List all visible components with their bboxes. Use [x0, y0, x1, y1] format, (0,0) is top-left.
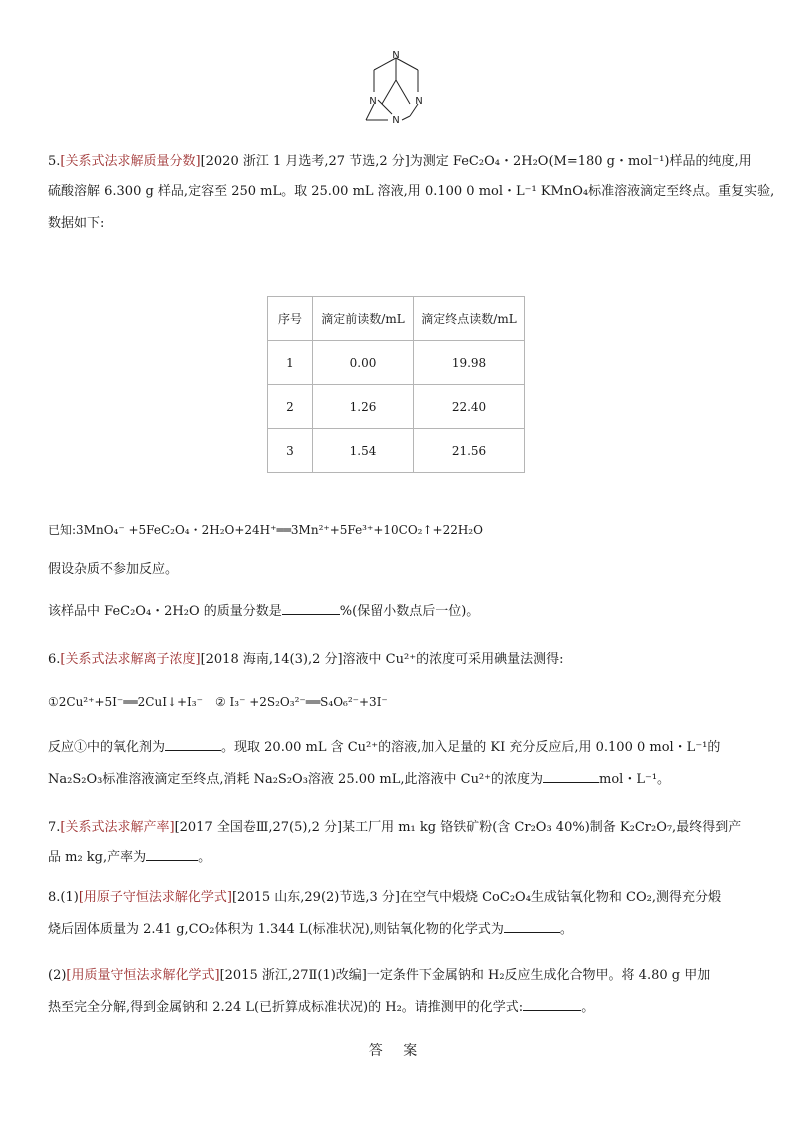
q6-text: 。现取 20.00 mL 含 Cu²⁺的溶液,加入足量的 KI 充分反应后,用 0.100 0 mol・L⁻¹的 [221, 740, 721, 755]
q5-tag: [关系式法求解质量分数] [60, 154, 201, 169]
table-row [268, 341, 525, 385]
q7-number: 7. [48, 820, 61, 835]
atom-n-top: N [392, 50, 400, 61]
table-cell: 1.26 [313, 385, 414, 429]
q7-text: 。 [198, 850, 212, 865]
q8-part2-tag: [用质量守恒法求解化学式] [66, 968, 220, 983]
q8-tag: [用原子守恒法求解化学式] [78, 890, 232, 905]
q8-line2 [48, 916, 754, 944]
q7-text: [2017 全国卷Ⅲ,27(5),2 分]某工厂用 m₁ kg 铬铁矿粉(含 Cr₂O₃ 40%)制备 K₂Cr₂O₇,最终得到产 [174, 820, 742, 835]
table-cell: 2 [268, 385, 313, 429]
table-cell: 19.98 [414, 341, 525, 385]
q7-line2 [48, 844, 754, 872]
q7-tag: [关系式法求解产率] [60, 820, 175, 835]
table-row [268, 429, 525, 473]
q5-question [48, 598, 754, 626]
q8-part2-formula-blank[interactable] [523, 996, 581, 1011]
q6-line3 [48, 734, 754, 762]
q7-line1 [48, 814, 754, 842]
q5-line1 [48, 148, 754, 176]
table-cell: 3 [268, 429, 313, 473]
q6-concentration-blank[interactable] [543, 768, 599, 783]
q5-answer-blank[interactable] [282, 600, 340, 615]
q8-part2-number: (2) [48, 968, 67, 983]
table-header-row [268, 297, 525, 341]
q8-line1 [48, 884, 754, 912]
q8-text: 。 [559, 922, 573, 937]
table-cell: 21.56 [414, 429, 525, 473]
table-cell: 1 [268, 341, 313, 385]
q5-line3: 数据如下: [48, 216, 105, 231]
atom-n-left: N [369, 96, 377, 107]
q8-part2-text: 。 [581, 1000, 595, 1015]
q8-text: [2015 山东,29(2)节选,3 分]在空气中煅烧 CoC₂O₄生成钴氧化物和 CO₂,测得充分煅 [231, 890, 721, 905]
table-cell: 1.54 [313, 429, 414, 473]
table-header: 滴定终点读数/mL [414, 297, 525, 341]
q6-number: 6. [48, 652, 61, 667]
q5-line2: 硫酸溶解 6.300 g 样品,定容至 250 mL。取 25.00 mL 溶液,用 0.100 0 mol・L⁻¹ KMnO₄标准溶液滴定至终点。重复实验, [48, 184, 775, 199]
q5-question-text: 该样品中 FeC₂O₄・2H₂O 的质量分数是 [48, 604, 282, 619]
table-cell: 0.00 [313, 341, 414, 385]
molecule-structure-diagram [352, 48, 440, 132]
q8-part2-line1 [48, 962, 754, 990]
q6-line1 [48, 646, 754, 674]
q5-known-equation: 已知:3MnO₄⁻ +5FeC₂O₄・2H₂O+24H⁺══3Mn²⁺+5Fe³⁺+10CO₂↑+22H₂O [48, 523, 483, 537]
q6-text: Na₂S₂O₃标准溶液滴定至终点,消耗 Na₂S₂O₃溶液 25.00 mL,此溶液中 Cu²⁺的浓度为 [48, 772, 544, 787]
q8-text: 烧后固体质量为 2.41 g,CO₂体积为 1.344 L(标准状况),则钴氧化物的化学式为 [48, 922, 504, 937]
q5-assumption: 假设杂质不参加反应。 [48, 562, 179, 577]
q5-text: [2020 浙江 1 月选考,27 节选,2 分]为测定 FeC₂O₄・2H₂O(M=180 g・mol⁻¹)样品的纯度,用 [200, 154, 752, 169]
table-row [268, 385, 525, 429]
answer-heading: 答 案 [368, 1043, 426, 1059]
atom-n-bottom: N [392, 115, 400, 126]
q6-text: [2018 海南,14(3),2 分]溶液中 Cu²⁺的浓度可采用碘量法测得: [200, 652, 564, 667]
q8-number: 8.(1) [48, 890, 79, 905]
titration-table [267, 296, 525, 473]
q8-formula-blank[interactable] [504, 918, 560, 933]
atom-n-right: N [415, 96, 423, 107]
q8-part2-text: 热至完全分解,得到金属钠和 2.24 L(已折算成标准状况)的 H₂。请推测甲的化学式: [48, 1000, 524, 1015]
q6-text: 反应①中的氧化剂为 [48, 740, 166, 755]
table-header: 滴定前读数/mL [313, 297, 414, 341]
q8-part2-text: [2015 浙江,27Ⅱ(1)改编]一定条件下金属钠和 H₂反应生成化合物甲。将 4.80 g 甲加 [219, 968, 711, 983]
q6-text: mol・L⁻¹。 [599, 772, 671, 787]
q7-text: 品 m₂ kg,产率为 [48, 850, 147, 865]
q5-question-suffix: %(保留小数点后一位)。 [339, 604, 480, 619]
q5-number: 5. [48, 154, 61, 169]
q6-line4 [48, 766, 754, 794]
table-cell: 22.40 [414, 385, 525, 429]
q6-tag: [关系式法求解离子浓度] [60, 652, 201, 667]
q7-yield-blank[interactable] [146, 846, 198, 861]
q6-oxidant-blank[interactable] [165, 736, 221, 751]
q8-part2-line2 [48, 994, 754, 1022]
table-header: 序号 [268, 297, 313, 341]
q6-reactions: ①2Cu²⁺+5I⁻══2CuI↓+I₃⁻ ② I₃⁻ +2S₂O₃²⁻══S₄O₆²⁻+3I⁻ [48, 695, 388, 709]
